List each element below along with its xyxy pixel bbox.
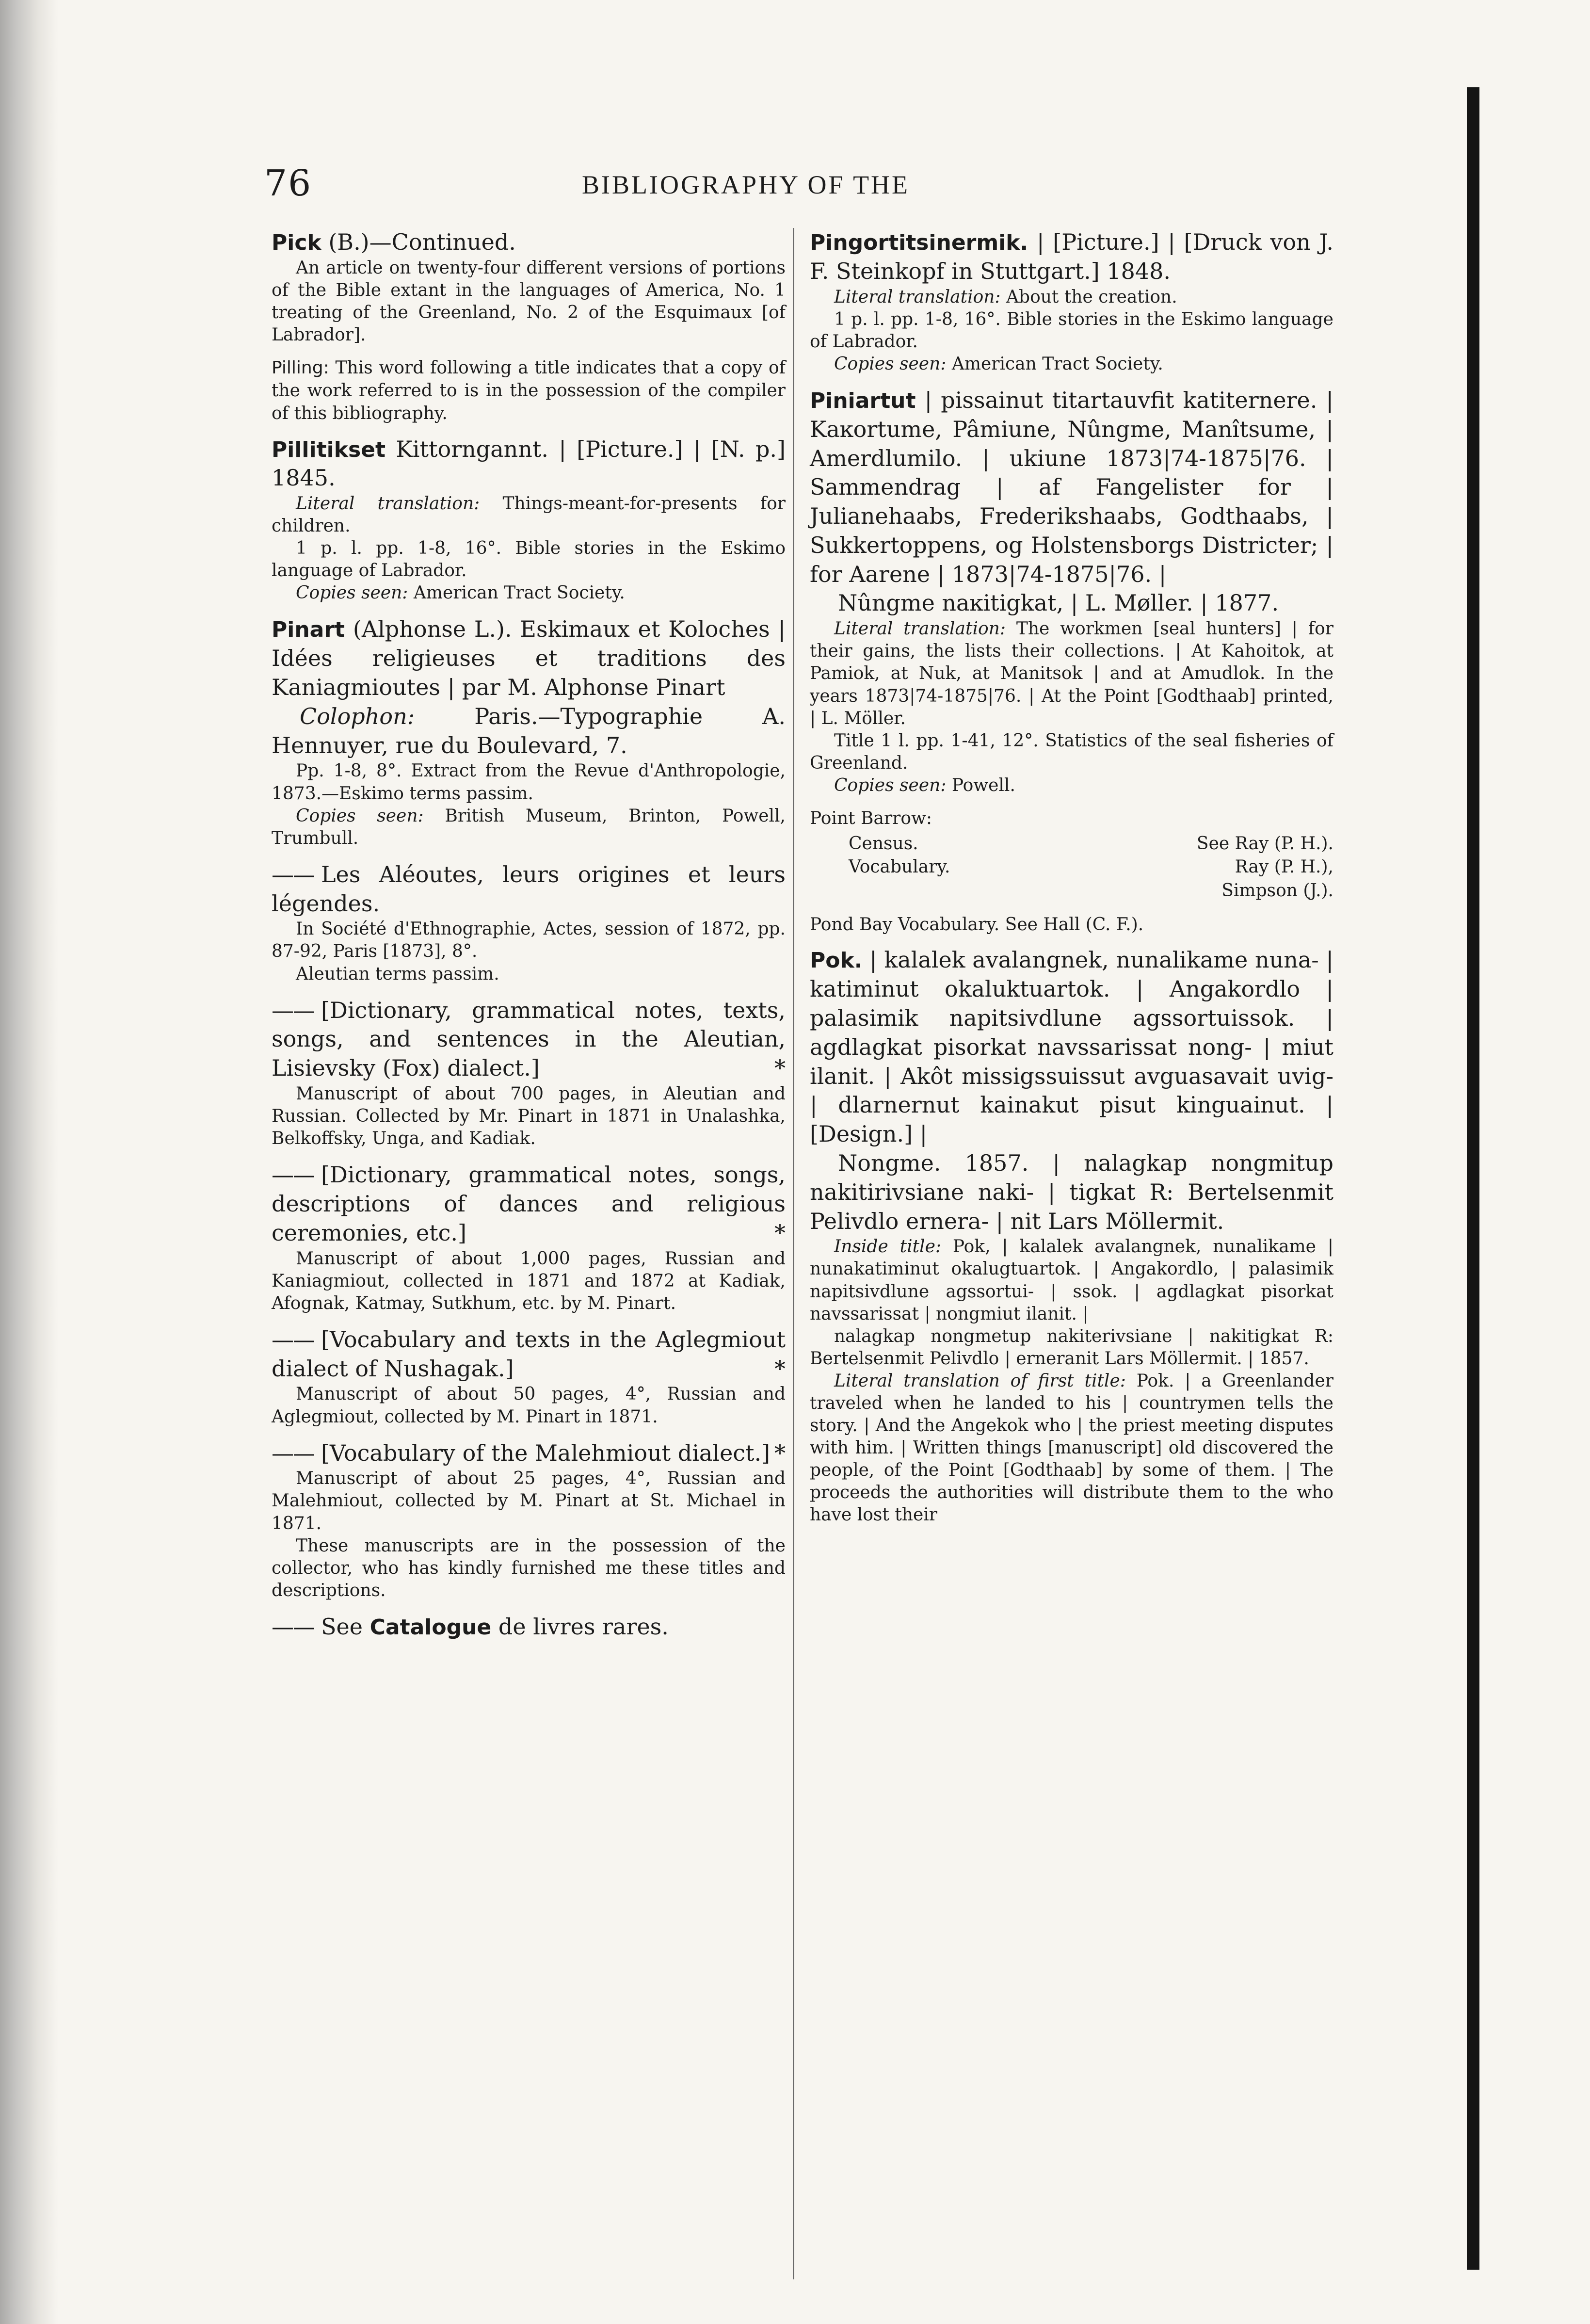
entry-pinart-dictionary-kaniagmiout: —— [Dictionary, grammatical notes, songs, descriptions of dances and religious ceremonies, etc.] * Manuscript of about 1,000 pages, Russian and Kaniagmiout, collected in 1871 and 1872 at Kadiak, Afognak, Katmay, Sutkhum, etc. by M. Pinart.: [272, 1161, 786, 1315]
column-divider: [793, 228, 794, 2279]
entry-description: Title 1 l. pp. 1-41, 12°. Statistics of the seal fisheries of Greenland.: [810, 730, 1333, 773]
literal-translation-text: The workmen [seal hunters] | for their gains, the lists their collections. | At Kahoitok, at Pamiok, at Nuk, at Manitsok | and at Amudlok. In the years 1873|74-1875|76. | At the Point [Godthaab] printed, | L. Möller.: [810, 619, 1333, 728]
literal-translation-label: Literal translation:: [834, 619, 1006, 639]
entry-description: Manuscript of about 1,000 pages, Russian and Kaniagmiout, collected in 1871 and 1872 at Kadiak, Afognak, Katmay, Sutkhum, etc. by M. Pinart.: [272, 1248, 786, 1313]
entry-pok: [810, 946, 1333, 1526]
literal-translation-text: Pok. | a Greenlander traveled when he landed to his | countrymen tells the story. | And the Angekok who | the priest meeting disputes with him. | Written things [manuscript] old discovered the people, of the Point [Godthaab] by some of them. | The proceeds the authorities will distribute them to the who have lost their: [810, 1371, 1333, 1525]
inside-title-text-2: nalagkap nongmetup nakiterivsiane | nakitigkat R: Bertelsenmit Pelivdlo | erneranit Lars Möllermit. | 1857.: [810, 1326, 1333, 1369]
running-head: BIBLIOGRAPHY OF THE: [582, 170, 910, 199]
entry-title: [Dictionary, grammatical notes, songs, descriptions of dances and religious ceremonies, etc.]: [272, 1162, 786, 1246]
entry-title: [Vocabulary and texts in the Aglegmiout dialect of Nushagak.]: [272, 1326, 786, 1382]
inside-title-text: Pok, | kalalek avalangnek, nunalikame | nunakatiminut okalugtuartok. | Angakordlo, | palasimik napitsivdlune agssortui- | ssok. | agdlagkat pisorkat navssarissat | nongmiut ilanit. |: [810, 1237, 1333, 1324]
literal-translation-label: Literal translation of first title:: [834, 1371, 1126, 1391]
manuscript-star: *: [774, 1355, 786, 1382]
pilling-label: Pilling:: [272, 358, 329, 378]
entry-description: Manuscript of about 25 pages, 4°, Russian and Malehmiout, collected by M. Pinart at St. Michael in 1871.: [272, 1469, 786, 1533]
manuscript-star: *: [774, 1219, 786, 1246]
manuscript-star: *: [774, 1055, 786, 1081]
entry-title: [Dictionary, grammatical notes, texts, songs, and sentences in the Aleutian, Lisievsky (Fox) dialect.]: [272, 997, 786, 1081]
entry-pinart-dictionary-aleutian: —— [Dictionary, grammatical notes, texts, songs, and sentences in the Aleutian, Lisievsky (Fox) dialect.] * Manuscript of about 700 pages, in Aleutian and Russian. Collected by Mr. Pinart in 1871 in Unalashka, Belkoffsky, Unga, and Kadiak.: [272, 996, 786, 1150]
entry-heading: Piniartut: [810, 388, 916, 413]
entry-title: Les Aléoutes, leurs origines et leurs légendes.: [272, 861, 786, 917]
entry-pinart-vocabulary-malehmiout: —— [Vocabulary of the Malehmiout dialect.] * Manuscript of about 25 pages, 4°, Russian and Malehmiout, collected by M. Pinart at St. Michael in 1871. These manuscripts are in the possession of the collector, who has kindly furnished me these titles and descriptions.: [272, 1439, 786, 1602]
entry-piniartut: [810, 386, 1333, 797]
table-cell: See Ray (P. H.).: [1196, 833, 1333, 854]
table-cell: Vocabulary.: [849, 857, 950, 877]
entry-point-barrow: [810, 807, 1333, 903]
left-column: [272, 228, 786, 1652]
point-barrow-table: [810, 832, 1333, 903]
copies-seen-text: American Tract Society.: [951, 354, 1163, 374]
entry-imprint: Nongme. 1857. | nalagkap nongmitup nakitirivsiane naki- | tigkat R: Bertelsenmit Pelivdlo ernera- | nit Lars Möllermit.: [810, 1149, 1333, 1234]
pilling-text: This word following a title indicates that a copy of the work referred to is in the possession of the compiler of this bibliography.: [272, 358, 786, 423]
entry-title: [Vocabulary of the Malehmiout dialect.]: [321, 1439, 771, 1466]
copies-seen-label: Copies seen:: [834, 775, 947, 795]
entry-description: Manuscript of about 700 pages, in Aleutian and Russian. Collected by Mr. Pinart in 1871 in Unalashka, Belkoffsky, Unga, and Kadiak.: [272, 1084, 786, 1149]
entry-title: (B.)—Continued.: [328, 229, 516, 255]
copies-seen-text: British Museum, Brinton, Powell, Trumbull.: [272, 806, 786, 848]
scan-edge-left: [0, 0, 58, 2324]
right-column: [810, 228, 1333, 1537]
copies-seen-label: Copies seen:: [834, 354, 947, 374]
entry-heading: Pingortitsinermik.: [810, 230, 1028, 255]
page-number: 76: [264, 162, 312, 204]
entry-pond-bay: Pond Bay Vocabulary. See Hall (C. F.).: [810, 914, 1144, 935]
entry-title: (Alphonse L.). Eskimaux et Koloches | Idées religieuses et traditions des Kaniagmioutes | par M. Alphonse Pinart: [272, 616, 786, 701]
literal-translation-label: Literal translation:: [834, 287, 1001, 307]
entry-description: Manuscript of about 50 pages, 4°, Russian and Aglegmiout, collected by M. Pinart in 1871.: [272, 1384, 786, 1427]
copies-seen-label: Copies seen:: [296, 583, 408, 603]
manuscript-star: *: [774, 1439, 786, 1466]
inside-title-label: Inside title:: [834, 1237, 941, 1257]
entry-description: 1 p. l. pp. 1-8, 16°. Bible stories in the Eskimo language of Labrador.: [810, 309, 1333, 352]
table-cell: Census.: [849, 833, 918, 854]
entry-heading: Point Barrow:: [810, 808, 932, 828]
table-cell: Simpson (J.).: [1221, 880, 1333, 901]
entry-pinart-aleoutes: —— Les Aléoutes, leurs origines et leurs légendes. In Société d'Ethnographie, Actes, session of 1872, pp. 87-92, Paris [1873], 8°. Aleutian terms passim.: [272, 860, 786, 985]
entry-title: Kittorngannt. | [Picture.] | [N. p.] 1845.: [272, 436, 786, 491]
entry-heading: Pinart: [272, 617, 345, 643]
entry-heading: Pok.: [810, 948, 863, 973]
entry-pinart: [272, 615, 786, 849]
copies-seen-text: Powell.: [951, 775, 1015, 795]
entry-heading: Pillitikset: [272, 437, 386, 462]
table-cell: Ray (P. H.),: [1235, 857, 1333, 877]
entry-pinart-vocabulary-aglegmiout: —— [Vocabulary and texts in the Aglegmiout dialect of Nushagak.] * Manuscript of about 50 pages, 4°, Russian and Aglegmiout, collected by M. Pinart in 1871.: [272, 1325, 786, 1428]
copies-seen-label: Copies seen:: [296, 806, 424, 826]
entry-title: | kalalek avalangnek, nunalikame nuna- | katiminut okaluktuartok. | Angakordlo | palasimik napitsivdlune agssortuissok. | agdlagkat pisorkat navssarissat nong- | miut ilanit. | Akôt missigssuissut avguasavait uvig- | dlarnernut kainakut pisut kinguainut. | [Design.] |: [810, 947, 1333, 1147]
colophon-text: Paris.—Typographie A. Hennuyer, rue du Boulevard, 7.: [272, 703, 786, 759]
entry-imprint: Nûngme naĸitigkat, | L. Møller. | 1877.: [838, 590, 1279, 616]
scan-edge-right: [1467, 87, 1479, 2270]
table-row: [810, 879, 1333, 903]
entry-pingortitsinermik: [810, 228, 1333, 375]
copies-seen-text: American Tract Society.: [413, 583, 625, 603]
entry-description-2: Aleutian terms passim.: [296, 964, 499, 984]
colophon-label: Colophon:: [300, 703, 415, 729]
entry-description: In Société d'Ethnographie, Actes, session of 1872, pp. 87-92, Paris [1873], 8°.: [272, 919, 786, 962]
literal-translation-label: Literal translation:: [296, 494, 480, 514]
table-cell: [810, 879, 1075, 903]
entry-description: 1 p. l. pp. 1-8, 16°. Bible stories in the Eskimo language of Labrador.: [272, 538, 786, 581]
entry-description: Pp. 1-8, 8°. Extract from the Revue d'Anthropologie, 1873.—Eskimo terms passim.: [272, 761, 786, 804]
pilling-note: [272, 357, 786, 425]
see-target: Catalogue: [369, 1614, 492, 1640]
entry-title: | pissainut titartauvfit katiternere. | Kaĸortume, Pâmiune, Nûngme, Manîtsume, | Amerdlumilo. | ukiune 1873|74-1875|76. | Sammendrag | af Fangelister for | Julianehaabs, Frederikshaabs, Godthaabs, | Sukkertoppens, og Holstensborgs Districter; | for Aarene | 1873|74-1875|76. |: [810, 387, 1333, 587]
literal-translation-text: About the creation.: [1006, 287, 1177, 307]
entry-pick-continued: [272, 228, 786, 346]
entry-heading: Pick: [272, 230, 321, 255]
entry-description-2: These manuscripts are in the possession of the collector, who has kindly furnished me these titles and descriptions.: [272, 1535, 786, 1600]
table-row: [810, 832, 1333, 856]
entry-pillitikset: [272, 435, 786, 605]
literal-translation-text: Things-meant-for-presents for children.: [272, 494, 786, 536]
entry-note: An article on twenty-four different versions of portions of the Bible extant in the languages of America, No. 1 treating of the Greenland, No. 2 of the Esquimaux [of Labrador].: [272, 258, 786, 345]
entry-pinart-see-catalogue: —— See Catalogue de livres rares.: [272, 1613, 669, 1640]
table-row: [810, 855, 1333, 879]
see-prefix: See: [321, 1613, 363, 1640]
see-suffix: de livres rares.: [498, 1613, 669, 1640]
entry-title: | [Picture.] | [Druck von J. F. Steinkopf in Stuttgart.] 1848.: [810, 229, 1333, 284]
